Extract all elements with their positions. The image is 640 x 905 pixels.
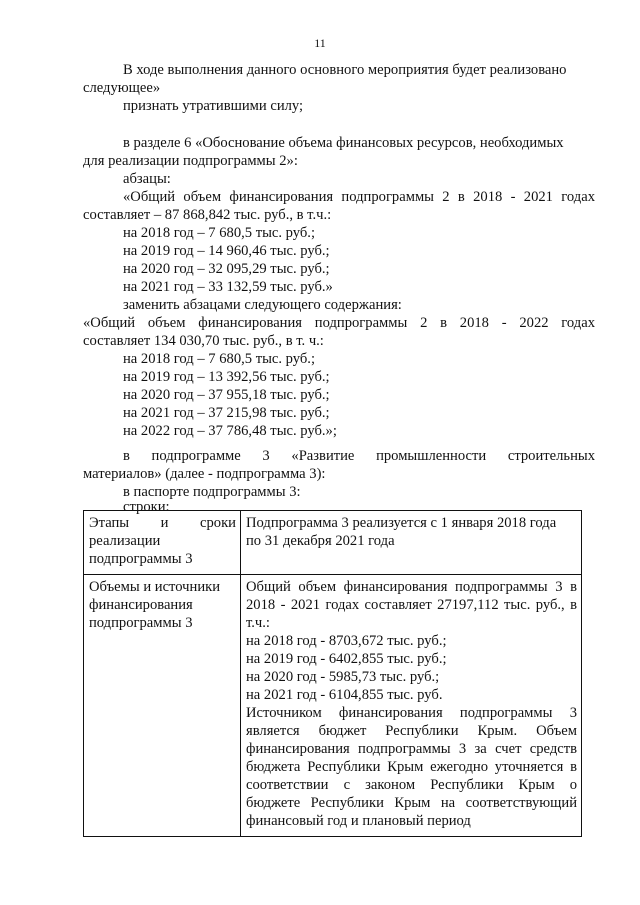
- subprogram3-line-1: в подпрограмме 3 «Развитие промышленности строительных: [123, 448, 595, 464]
- old-year-2020: на 2020 год – 32 095,29 тыс. руб.;: [123, 261, 330, 277]
- row2-value-line: 2018 - 2021 годах составляет 27197,112 тыс. руб., в: [246, 597, 577, 613]
- old-year-2021: на 2021 год – 33 132,59 тыс. руб.»: [123, 279, 333, 295]
- paragraphs-label: абзацы:: [123, 171, 171, 187]
- table-cell-label: [84, 511, 241, 575]
- row1-value-line: по 31 декабря 2021 года: [246, 533, 395, 549]
- intro-line-2: следующее»: [83, 80, 161, 96]
- row2-value-line: является бюджет Республики Крым. Объем: [246, 723, 577, 739]
- old-text-line-2: составляет – 87 868,842 тыс. руб., в т.ч.:: [83, 207, 332, 223]
- rows-label: строки:: [123, 499, 170, 515]
- row2-value-line: бюджете Республики Крым на соответствующий: [246, 795, 577, 811]
- new-year-2019: на 2019 год – 13 392,56 тыс. руб.;: [123, 369, 330, 385]
- new-year-2020: на 2020 год – 37 955,18 тыс. руб.;: [123, 387, 330, 403]
- new-text-line-2: составляет 134 030,70 тыс. руб., в т. ч.:: [83, 333, 324, 349]
- row2-value-line: финансовый год и плановый период: [246, 813, 471, 829]
- new-year-2021: на 2021 год – 37 215,98 тыс. руб.;: [123, 405, 330, 421]
- new-year-2018: на 2018 год – 7 680,5 тыс. руб.;: [123, 351, 316, 367]
- row2-value-line: на 2019 год - 6402,855 тыс. руб.;: [246, 651, 447, 667]
- row2-value-line: на 2018 год - 8703,672 тыс. руб.;: [246, 633, 447, 649]
- old-year-2019: на 2019 год – 14 960,46 тыс. руб.;: [123, 243, 330, 259]
- table-cell-value: [241, 511, 582, 575]
- old-text-line-1: «Общий объем финансирования подпрограммы 2 в 2018 - 2021 годах: [123, 189, 595, 205]
- row1-value-line: Подпрограмма 3 реализуется с 1 января 2018 года: [246, 515, 557, 531]
- repeal-line: признать утратившими силу;: [123, 98, 304, 114]
- page-number: 11: [314, 36, 326, 50]
- table-row: [84, 511, 582, 575]
- new-year-2022: на 2022 год – 37 786,48 тыс. руб.»;: [123, 423, 337, 439]
- section6-line-2: для реализации подпрограммы 2»:: [83, 153, 298, 169]
- table-row: [84, 575, 582, 837]
- table-cell-label: [84, 575, 241, 837]
- passport-table: [83, 510, 582, 837]
- row2-label-line: подпрограммы 3: [89, 615, 193, 631]
- passport-line: в паспорте подпрограммы 3:: [123, 484, 301, 500]
- row2-label-line: Объемы и источники: [89, 579, 221, 595]
- row2-value-line: соответствии с законом Республики Крым о: [246, 777, 577, 793]
- row2-value-line: Источником финансирования подпрограммы 3: [246, 705, 577, 721]
- row1-label-line: реализации: [89, 533, 161, 549]
- new-text-line-1: «Общий объем финансирования подпрограммы 2 в 2018 - 2022 годах: [83, 315, 595, 331]
- row2-value-line: бюджета Республики Крым ежегодно уточняется в: [246, 759, 577, 775]
- section6-line-1: в разделе 6 «Обоснование объема финансовых ресурсов, необходимых: [123, 135, 564, 151]
- replace-label: заменить абзацами следующего содержания:: [123, 297, 402, 313]
- row1-label-line: Этапы и сроки: [89, 515, 236, 531]
- row2-value-line: т.ч.:: [246, 615, 270, 631]
- row2-value-line: на 2020 год - 5985,73 тыс. руб.;: [246, 669, 440, 685]
- row2-value-line: Общий объем финансирования подпрограммы 3 в: [246, 579, 577, 595]
- row2-label-line: финансирования: [89, 597, 193, 613]
- row1-spacer: [246, 550, 577, 568]
- row2-value-line: на 2021 год - 6104,855 тыс. руб.: [246, 687, 443, 703]
- row2-value-line: финансирования подпрограммы 3 за счет средств: [246, 741, 577, 757]
- intro-line-1: В ходе выполнения данного основного мероприятия будет реализовано: [123, 62, 567, 78]
- old-year-2018: на 2018 год – 7 680,5 тыс. руб.;: [123, 225, 316, 241]
- row1-label-line: подпрограммы 3: [89, 551, 193, 567]
- subprogram3-line-2: материалов» (далее - подпрограмма 3):: [83, 466, 326, 482]
- table-cell-value: [241, 575, 582, 837]
